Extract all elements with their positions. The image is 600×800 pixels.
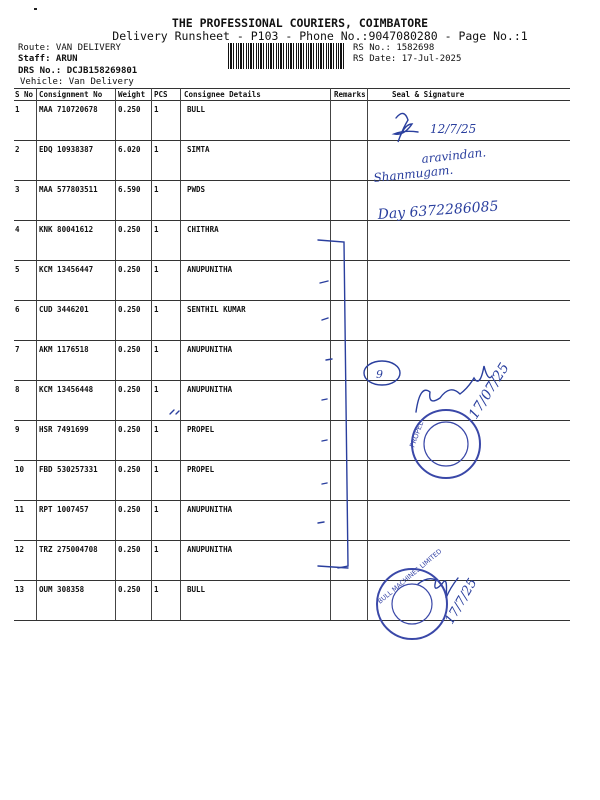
- rs-number: RS No.: 1582698: [353, 43, 435, 53]
- row-sno: 8: [15, 385, 20, 394]
- row-consignee: BULL: [187, 585, 206, 594]
- row-consignment-no: OUM 308358: [39, 585, 85, 594]
- row-weight: 0.250: [118, 505, 141, 514]
- handwritten-date: 12/7/25: [430, 122, 477, 136]
- row-sno: 12: [15, 545, 25, 554]
- row-weight: 0.250: [118, 545, 141, 554]
- row-weight: 0.250: [118, 465, 141, 474]
- row-consignment-no: TRZ 275004708: [39, 545, 98, 554]
- handwritten-name: Shanmugam.: [372, 162, 454, 185]
- row-pcs: 1: [154, 505, 159, 514]
- row-pcs: 1: [154, 305, 159, 314]
- row-consignee: ANUPUNITHA: [187, 385, 233, 394]
- row-consignment-no: KNK 80041612: [39, 225, 94, 234]
- row-consignee: PWDS: [187, 185, 206, 194]
- row-sno: 7: [15, 345, 20, 354]
- row-sno: 10: [15, 465, 25, 474]
- row-consignment-no: HSR 7491699: [39, 425, 89, 434]
- row-weight: 0.250: [118, 345, 141, 354]
- header-seal: Seal & Signature: [392, 90, 465, 99]
- row-consignment-no: FBD 530257331: [39, 465, 98, 474]
- bracket-line: [318, 240, 348, 568]
- company-stamp: [376, 547, 447, 639]
- header-consignment: Consignment No: [39, 90, 103, 99]
- row-pcs: 1: [154, 345, 159, 354]
- vehicle-text: Vehicle: Van Delivery: [20, 77, 134, 87]
- drs-number: DRS No.: DCJB158269801: [18, 66, 138, 76]
- row-pcs: 1: [154, 425, 159, 434]
- row-sno: 6: [15, 305, 20, 314]
- row-consignment-no: KCM 13456447: [39, 265, 94, 274]
- row-pcs: 1: [154, 185, 159, 194]
- handwritten-date: 17/7/25: [442, 576, 481, 627]
- header-pcs: PCS: [154, 90, 168, 99]
- row-pcs: 1: [154, 585, 159, 594]
- row-consignment-no: EDQ 10938387: [39, 145, 94, 154]
- row-weight: 6.590: [118, 185, 141, 194]
- row-consignee: CHITHRA: [187, 225, 219, 234]
- row-weight: 0.250: [118, 105, 141, 114]
- row-weight: 6.020: [118, 145, 141, 154]
- row-consignee: ANUPUNITHA: [187, 345, 233, 354]
- row-consignee: PROPEL: [187, 425, 215, 434]
- handwritten-circled-number: 9: [376, 368, 383, 381]
- runsheet-subtitle: Delivery Runsheet - P103 - Phone No.:9047080280 - Page No.:1: [112, 29, 528, 43]
- svg-text:BULL MACHINES LIMITED: BULL MACHINES LIMITED: [376, 547, 444, 606]
- row-weight: 0.250: [118, 265, 141, 274]
- row-consignment-no: MAA 577803511: [39, 185, 98, 194]
- row-consignment-no: AKM 1176518: [39, 345, 89, 354]
- row-consignment-no: KCM 13456448: [39, 385, 94, 394]
- row-pcs: 1: [154, 225, 159, 234]
- row-sno: 4: [15, 225, 20, 234]
- row-consignment-no: RPT 1007457: [39, 505, 89, 514]
- row-consignee: ANUPUNITHA: [187, 265, 233, 274]
- row-pcs: 1: [154, 145, 159, 154]
- row-sno: 11: [15, 505, 25, 514]
- row-consignment-no: CUD 3446201: [39, 305, 89, 314]
- row-consignee: ANUPUNITHA: [187, 505, 233, 514]
- company-stamp: [408, 410, 480, 478]
- row-weight: 0.250: [118, 305, 141, 314]
- handwritten-date: 17/07/25: [465, 360, 513, 423]
- header-consignee: Consignee Details: [184, 90, 261, 99]
- svg-text:PROPEL: PROPEL: [408, 420, 426, 449]
- header-sno: S No: [15, 90, 34, 99]
- row-consignee: SENTHIL KUMAR: [187, 305, 246, 314]
- row-pcs: 1: [154, 105, 159, 114]
- handwritten-phone: Day 6372286085: [377, 198, 499, 223]
- row-weight: 0.250: [118, 225, 141, 234]
- row-sno: 13: [15, 585, 25, 594]
- row-sno: 5: [15, 265, 20, 274]
- row-consignee: BULL: [187, 105, 206, 114]
- row-pcs: 1: [154, 265, 159, 274]
- row-weight: 0.250: [118, 385, 141, 394]
- staff-text: Staff: ARUN: [18, 54, 78, 64]
- header-weight: Weight: [118, 90, 146, 99]
- row-sno: 9: [15, 425, 20, 434]
- row-consignment-no: MAA 710720678: [39, 105, 98, 114]
- row-consignee: ANUPUNITHA: [187, 545, 233, 554]
- row-consignee: PROPEL: [187, 465, 215, 474]
- route-text: Route: VAN DELIVERY: [18, 43, 121, 53]
- row-consignee: SIMTA: [187, 145, 210, 154]
- handwritten-name: aravindan.: [420, 145, 487, 166]
- row-sno: 3: [15, 185, 20, 194]
- rs-date: RS Date: 17-Jul-2025: [353, 54, 462, 64]
- company-title: THE PROFESSIONAL COURIERS, COIMBATORE: [171, 16, 429, 30]
- row-pcs: 1: [154, 385, 159, 394]
- row-weight: 0.250: [118, 585, 141, 594]
- row-sno: 2: [15, 145, 20, 154]
- header-remarks: Remarks: [334, 90, 366, 99]
- row-pcs: 1: [154, 465, 159, 474]
- row-weight: 0.250: [118, 425, 141, 434]
- signature-scribble: [394, 113, 418, 142]
- row-sno: 1: [15, 105, 20, 114]
- row-pcs: 1: [154, 545, 159, 554]
